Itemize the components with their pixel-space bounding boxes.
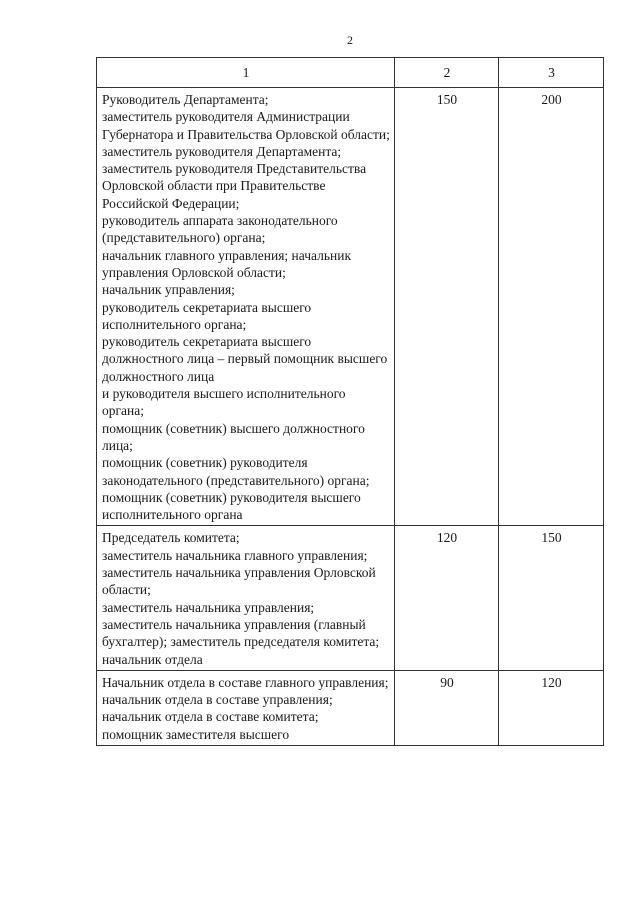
value-cell-col3: 120 xyxy=(499,670,604,745)
table-row xyxy=(97,670,604,745)
value-cell-col2: 120 xyxy=(395,526,499,670)
table-row xyxy=(97,88,604,526)
table-row xyxy=(97,526,604,670)
table-header-row xyxy=(97,58,604,88)
position-cell: Начальник отдела в составе главного управления; начальник отдела в составе управления; начальник отдела в составе комитета; помощник заместителя высшего xyxy=(97,670,395,745)
header-cell-2: 2 xyxy=(395,58,499,88)
value-cell-col2: 90 xyxy=(395,670,499,745)
header-cell-1: 1 xyxy=(97,58,395,88)
allowance-table xyxy=(96,57,604,746)
value-cell-col2: 150 xyxy=(395,88,499,526)
header-cell-3: 3 xyxy=(499,58,604,88)
value-cell-col3: 150 xyxy=(499,526,604,670)
page-number: 2 xyxy=(347,33,353,47)
position-cell: Руководитель Департамента; заместитель руководителя Администрации Губернатора и Правительства Орловской области; заместитель руководителя Департамента; заместитель руководителя Представительства Орловской области при Правительстве Российской Федерации; руководитель аппарата законодательного (представительного) органа; начальник главного управления; начальник управления Орловской области; начальник управления; руководитель секретариата высшего исполнительного органа; руководитель секретариата высшего должностного лица – первый помощник высшего должностного лица и руководителя высшего исполнительного органа; помощник (советник) высшего должностного лица; помощник (советник) руководителя законодательного (представительного) органа; помощник (советник) руководителя высшего исполнительного органа xyxy=(97,88,395,526)
value-cell-col3: 200 xyxy=(499,88,604,526)
position-cell: Председатель комитета; заместитель начальника главного управления; заместитель начальника управления Орловской области; заместитель начальника управления; заместитель начальника управления (главный бухгалтер); заместитель председателя комитета; начальник отдела xyxy=(97,526,395,670)
